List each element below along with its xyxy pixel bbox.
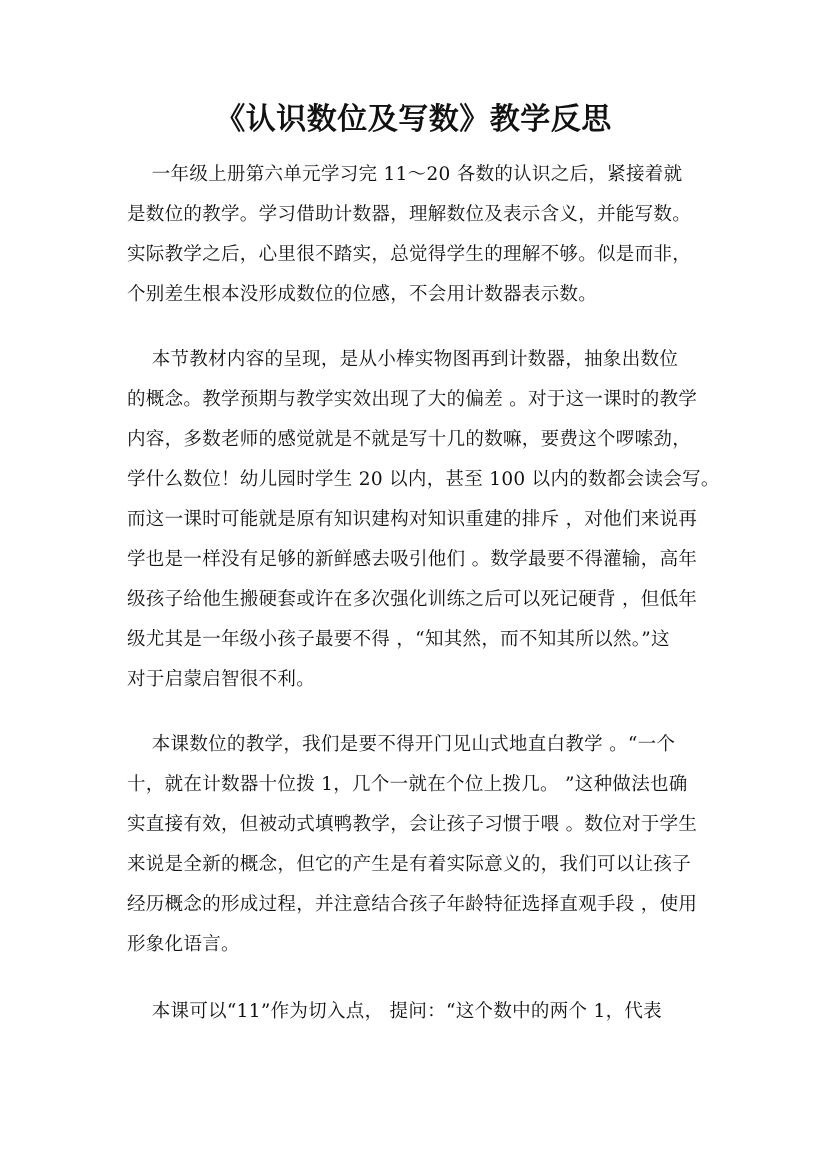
paragraph-line: 本节教材内容的呈现，是从小棒实物图再到计数器，抽象出数位 [127, 349, 679, 370]
paragraph-line: 本课数位的教学，我们是要不得开门见山式地直白教学 。“一个 [127, 734, 676, 755]
paragraph-line: 学什么数位！幼儿园时学生 20 以内，甚至 100 以内的数都会读会写。 [127, 469, 720, 490]
paragraph-line: 本课可以“11”作为切入点， 提问：“这个数中的两个 1，代表 [127, 1001, 662, 1022]
paragraph-line: 实际教学之后，心里很不踏实，总觉得学生的理解不够。似是而非， [127, 244, 692, 265]
paragraph-line: 一年级上册第六单元学习完 11～20 各数的认识之后，紧接着就 [127, 164, 683, 185]
paragraph-line: 级孩子给他生搬硬套或许在多次强化训练之后可以死记硬背 ，但低年 [127, 589, 698, 610]
paragraph-line: 十，就在计数器十位拨 1，几个一就在个位上拨几。 ”这种做法也确 [127, 774, 688, 795]
paragraph-line: 个别差生根本没形成数位的位感，不会用计数器表示数。 [127, 284, 598, 305]
paragraph-line: 实直接有效，但被动式填鸭教学，会让孩子习惯于喂 。数位对于学生 [127, 814, 698, 835]
paragraph-line: 内容，多数老师的感觉就是不就是写十几的数嘛，要费这个啰嗦劲， [127, 429, 692, 450]
paragraph-line: 形象化语言。 [127, 934, 240, 955]
paragraph-line: 级尤其是一年级小孩子最要不得 ，“知其然，而不知其所以然。”这 [127, 629, 670, 650]
paragraph-line: 经历概念的形成过程，并注意结合孩子年龄特征选择直观手段 ，使用 [127, 894, 698, 915]
paragraph-line: 而这一课时可能就是原有知识建构对知识重建的排斥 ，对他们来说再 [127, 509, 698, 530]
paragraph-line: 来说是全新的概念，但它的产生是有着实际意义的，我们可以让孩子 [127, 854, 692, 875]
document-title: 《认识数位及写数》教学反思 [215, 102, 612, 137]
paragraph-line: 对于启蒙启智很不利。 [127, 669, 316, 690]
paragraph-line: 是数位的教学。学习借助计数器，理解数位及表示含义，并能写数。 [127, 204, 692, 225]
paragraph-line: 的概念。教学预期与教学实效出现了大的偏差 。对于这一课时的教学 [127, 389, 698, 410]
paragraph-line: 学也是一样没有足够的新鲜感去吸引他们 。数学最要不得灌输，高年 [127, 549, 698, 570]
